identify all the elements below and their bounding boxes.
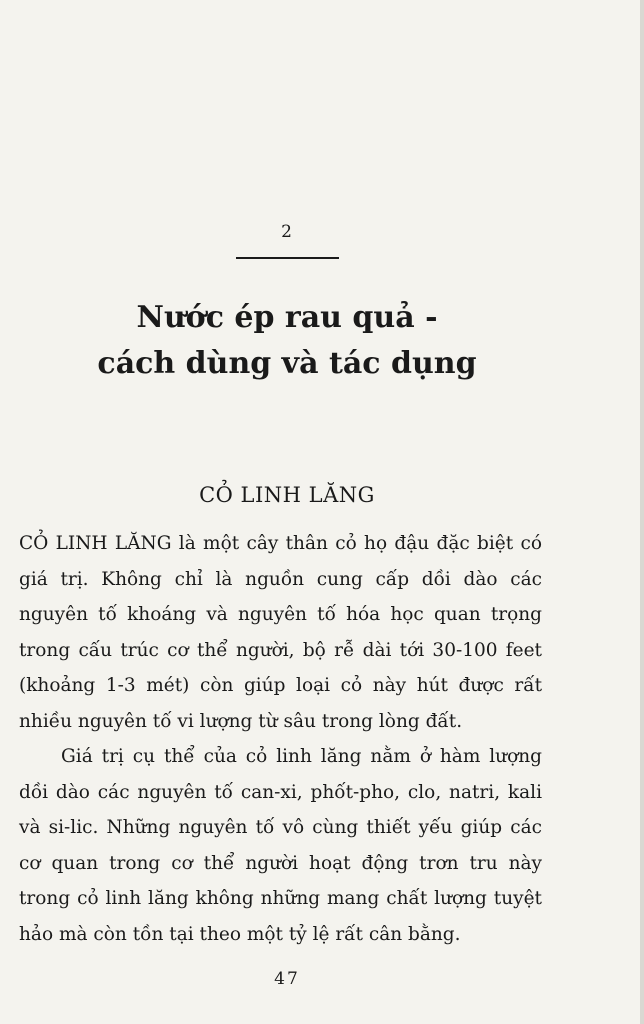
page-edge-shadow: [640, 0, 644, 1024]
body-paragraph-1: CỎ LINH LĂNG là một cây thân cỏ họ đậu đặc biệt có giá trị. Không chỉ là nguồn cung cấp dồi dào các nguyên tố khoáng và nguyên tố hóa học quan trọng trong cấu trúc cơ thể người, bộ rễ dài tới 30-100 feet (khoảng 1-3 mét) còn giúp loại cỏ này hút được rất nhiều nguyên tố vi lượng từ sâu trong lòng đất.: [19, 533, 542, 732]
section-heading: CỎ LINH LĂNG: [199, 483, 375, 507]
chapter-title: [0, 295, 574, 387]
chapter-number: 2: [281, 222, 293, 242]
body-paragraph-2: Giá trị cụ thể của cỏ linh lăng nằm ở hàm lượng dồi dào các nguyên tố can-xi, phốt-pho, clo, natri, kali và si-lic. Những nguyên tố vô cùng thiết yếu giúp các cơ quan trong cơ thể người hoạt động trơn tru này trong cỏ linh lăng không những mang chất lượng tuyệt hảo mà còn tồn tại theo một tỷ lệ rất cân bằng.: [19, 746, 542, 945]
chapter-title-line-1: Nước ép rau quả -: [136, 300, 438, 335]
chapter-title-line-2: cách dùng và tác dụng: [97, 346, 477, 381]
chapter-divider: [236, 257, 339, 259]
page-number: 47: [274, 969, 300, 989]
